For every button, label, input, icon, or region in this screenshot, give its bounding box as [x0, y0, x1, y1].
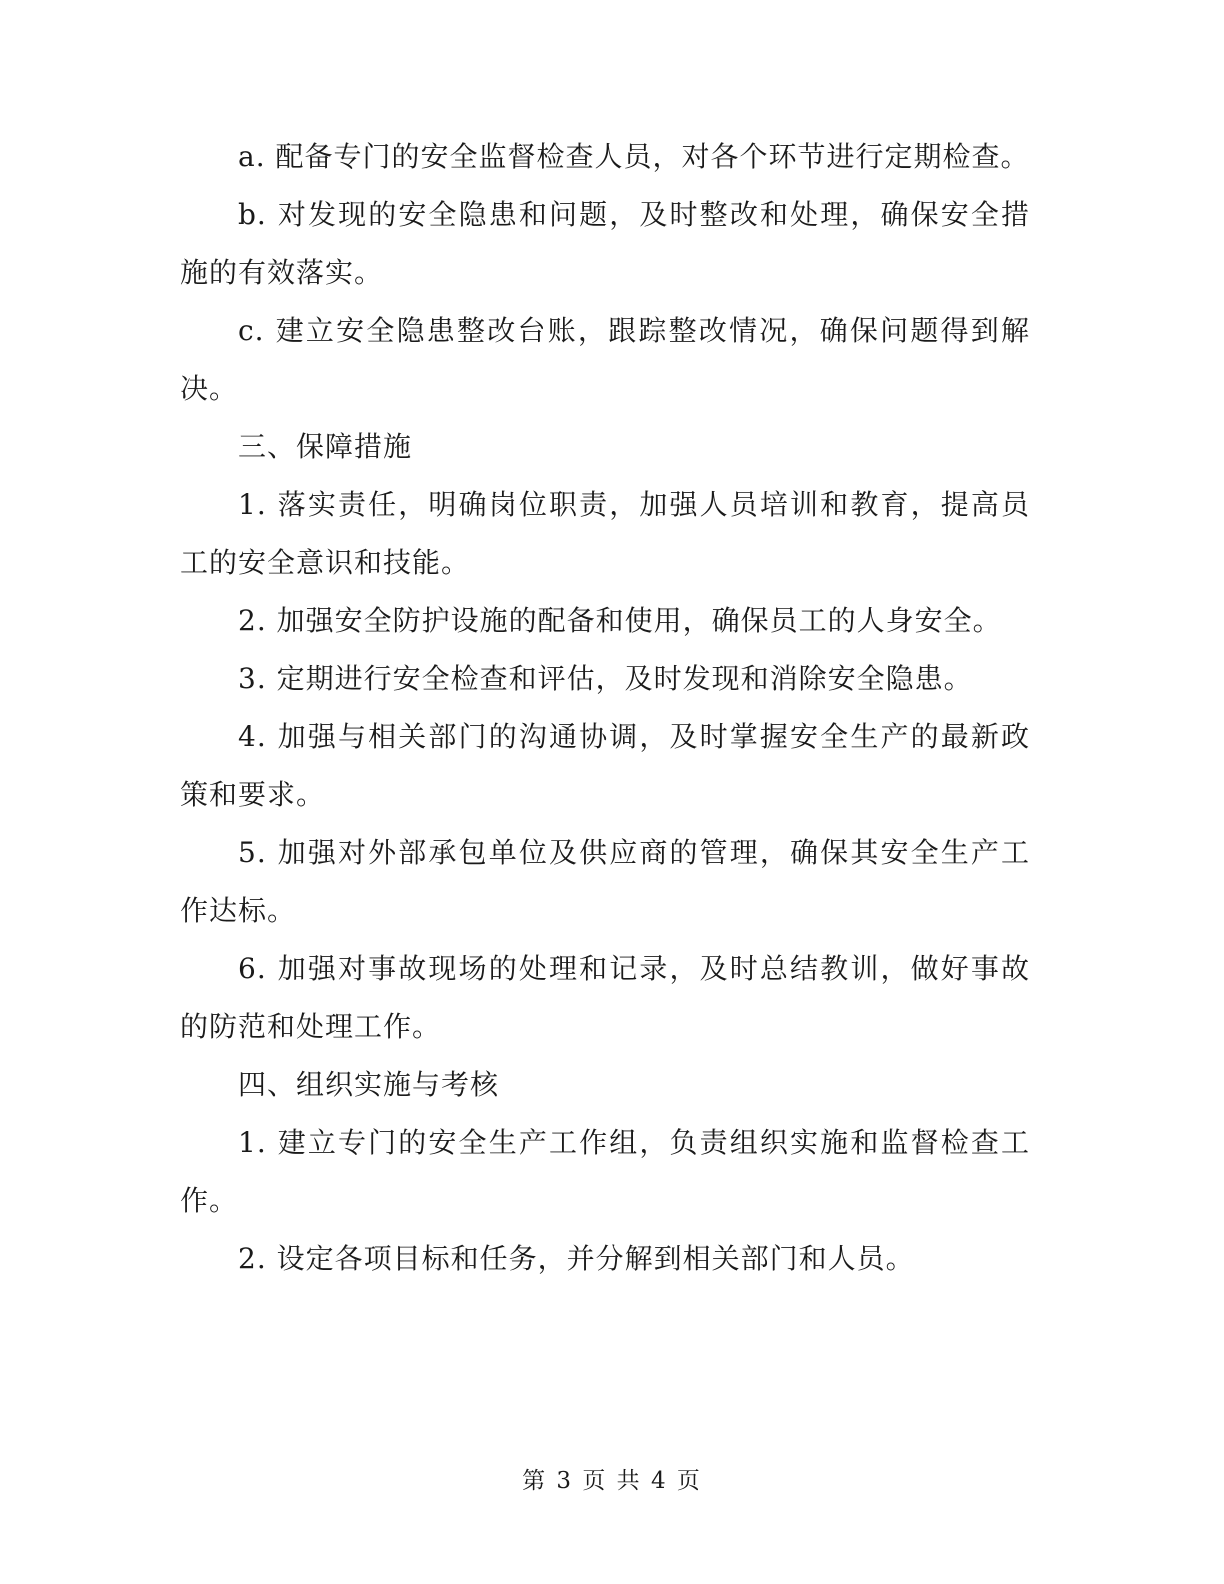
section-heading-3: 三、保障措施 [238, 430, 413, 463]
measure-4: 4. 加强与相关部门的沟通协调，及时掌握安全生产的最新政策和要求。 [180, 720, 1030, 811]
paragraph-b: b. 对发现的安全隐患和问题，及时整改和处理，确保安全措施的有效落实。 [180, 198, 1030, 289]
measure-6: 6. 加强对事故现场的处理和记录，及时总结教训，做好事故的防范和处理工作。 [180, 952, 1030, 1043]
measure-5: 5. 加强对外部承包单位及供应商的管理，确保其安全生产工作达标。 [180, 836, 1030, 927]
implementation-1: 1. 建立专门的安全生产工作组，负责组织实施和监督检查工作。 [180, 1126, 1030, 1217]
page-footer [0, 1462, 1224, 1495]
implementation-2: 2. 设定各项目标和任务，并分解到相关部门和人员。 [238, 1242, 915, 1275]
paragraph-c: c. 建立安全隐患整改台账，跟踪整改情况，确保问题得到解决。 [180, 314, 1030, 405]
measure-2: 2. 加强安全防护设施的配备和使用，确保员工的人身安全。 [238, 604, 1002, 637]
paragraph-a: a. 配备专门的安全监督检查人员，对各个环节进行定期检查。 [238, 140, 1030, 173]
measure-1: 1. 落实责任，明确岗位职责，加强人员培训和教育，提高员工的安全意识和技能。 [180, 488, 1030, 579]
section-heading-4: 四、组织实施与考核 [238, 1068, 500, 1101]
measure-3: 3. 定期进行安全检查和评估，及时发现和消除安全隐患。 [238, 662, 973, 695]
document-body [180, 128, 1030, 1288]
page-number: 第 3 页 共 4 页 [522, 1468, 702, 1494]
